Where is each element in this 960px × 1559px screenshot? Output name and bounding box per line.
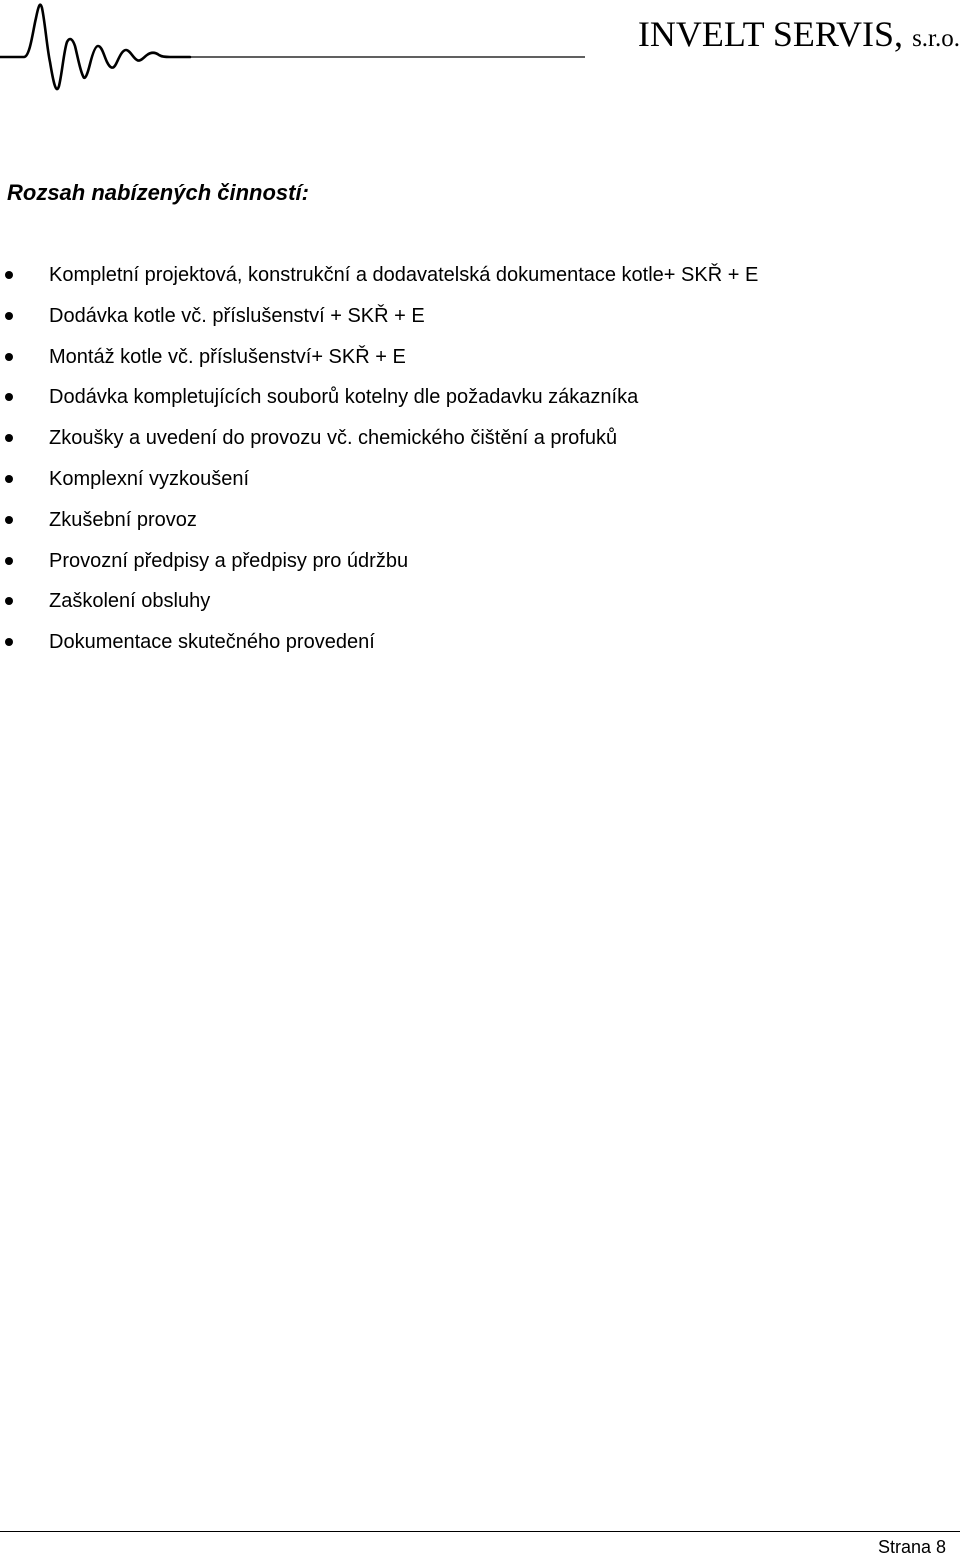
company-name-main: INVELT SERVIS,: [637, 14, 904, 54]
bullet-icon: [5, 638, 13, 646]
list-item-text: Provozní předpisy a předpisy pro údržbu: [49, 549, 409, 572]
bullet-icon: [5, 597, 13, 605]
bullet-icon: [5, 271, 13, 279]
bullet-icon: [5, 434, 13, 442]
bullet-icon: [5, 353, 13, 361]
bullet-icon: [5, 393, 13, 401]
list-item: [0, 625, 758, 666]
list-item: [0, 299, 758, 340]
bullet-icon: [5, 312, 13, 320]
list-item: [0, 340, 758, 381]
footer-divider: [0, 1531, 960, 1532]
bullet-icon: [5, 475, 13, 483]
bullet-icon: [5, 516, 13, 524]
page-header: [0, 0, 960, 100]
company-name-suffix: s.r.o.: [912, 25, 960, 52]
list-item-text: Komplexní vyzkoušení: [49, 467, 250, 490]
list-item: [0, 584, 758, 625]
list-item: [0, 544, 758, 585]
list-item-text: Montáž kotle vč. příslušenství+ SKŘ + E: [49, 345, 406, 368]
list-item: [0, 258, 758, 299]
list-item-text: Zkušební provoz: [49, 508, 197, 531]
list-item-text: Dokumentace skutečného provedení: [49, 631, 375, 654]
activities-list: [0, 258, 758, 666]
list-item: [0, 421, 758, 462]
list-item-text: Zkoušky a uvedení do provozu vč. chemického čištění a profuků: [49, 427, 618, 450]
list-item: [0, 462, 758, 503]
page-number: Strana 8: [877, 1537, 946, 1557]
list-item: [0, 503, 758, 544]
list-item: [0, 380, 758, 421]
section-heading: Rozsah nabízených činností:: [7, 180, 309, 205]
bullet-icon: [5, 557, 13, 565]
company-name: [638, 12, 960, 61]
list-item-text: Dodávka kompletujících souborů kotelny dle požadavku zákazníka: [49, 386, 639, 409]
list-item-text: Kompletní projektová, konstrukční a dodavatelská dokumentace kotle+ SKŘ + E: [49, 264, 759, 286]
list-item-text: Dodávka kotle vč. příslušenství + SKŘ + E: [49, 304, 425, 327]
list-item-text: Zaškolení obsluhy: [49, 590, 211, 613]
